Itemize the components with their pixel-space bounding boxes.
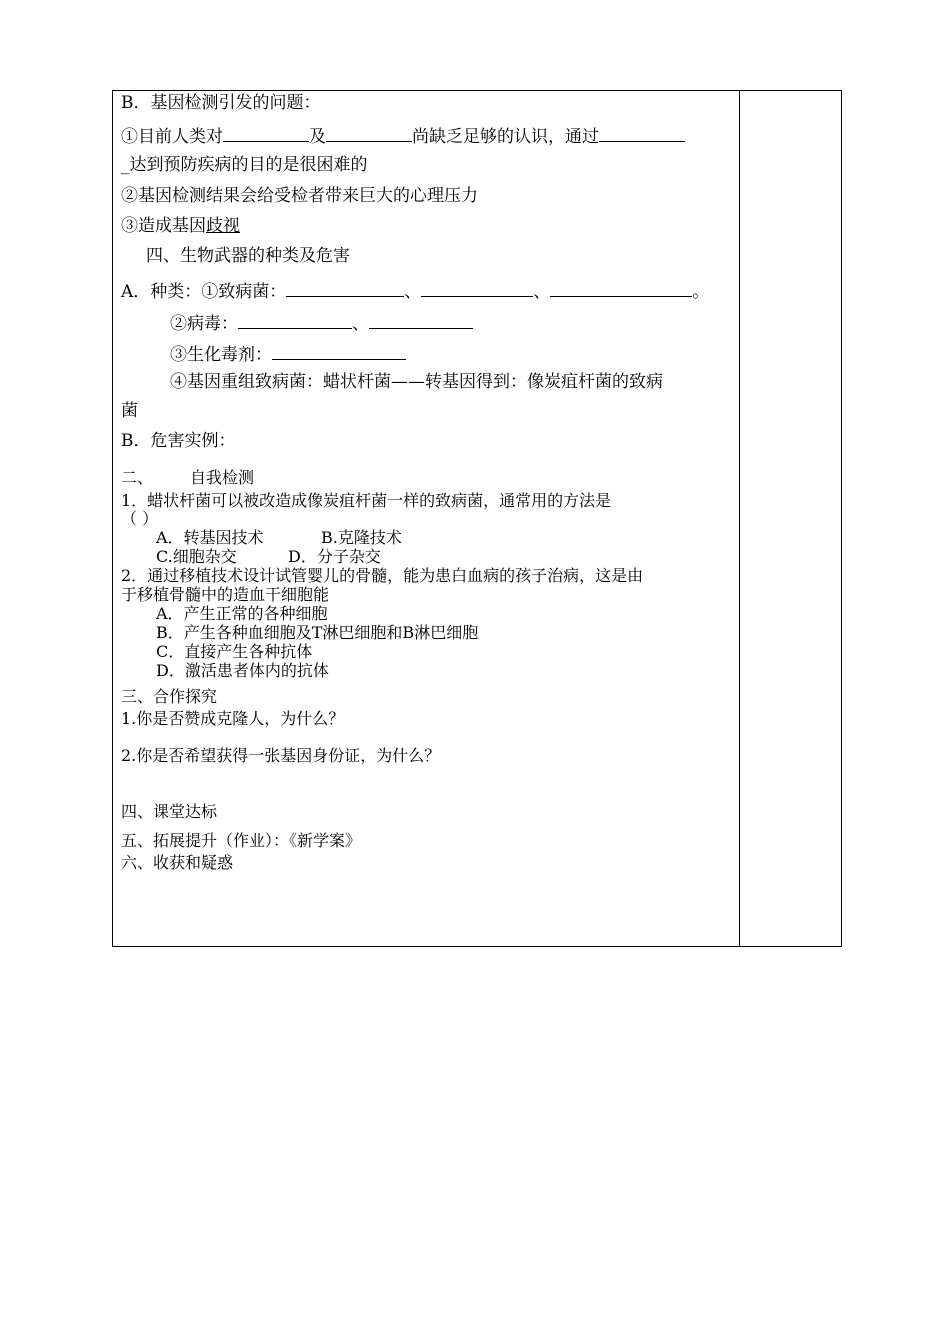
item3 (121, 218, 240, 235)
kinds-line (121, 281, 709, 301)
q2-line1: 2．通过移植技术设计试管婴儿的骨髓，能为患白血病的孩子治病，这是由 (121, 566, 644, 585)
virus-label: ②病毒： (170, 314, 238, 334)
item2: ②基因检测结果会给受检者带来巨大的心理压力 (121, 186, 478, 206)
self-check-title: 自我检测 (190, 468, 255, 487)
section4-title: 四、生物武器的种类及危害 (146, 246, 350, 266)
recomb-line1: ④基因重组致病菌：蜡状杆菌——转基因得到：像炭疽杆菌的致病 (170, 372, 663, 392)
q2-line2: 于移植骨髓中的造血干细胞能 (121, 585, 330, 604)
toxin-line (170, 344, 406, 364)
ext-title: 五、拓展提升（作业）：《新学案》 (121, 831, 362, 850)
q1-line1: 1．蜡状杆菌可以被改造成像炭疽杆菌一样的致病菌，通常用的方法是 (121, 491, 612, 510)
item3-underlined: 歧视 (206, 216, 240, 236)
period: 。 (692, 282, 710, 302)
kinds-label: A．种类：①致病菌： (121, 282, 287, 302)
bacteria-blank-2[interactable] (421, 281, 533, 297)
coop-title: 三、合作探究 (121, 687, 218, 706)
bacteria-blank-1[interactable] (286, 281, 404, 297)
q1-line2: （ ） (121, 509, 159, 528)
sep1: 、 (404, 282, 422, 302)
coop-q1: 1.你是否赞成克隆人，为什么？ (121, 709, 345, 728)
item1-start: ①目前人类对 (121, 127, 223, 147)
gain-title: 六、收获和疑惑 (121, 853, 234, 872)
toxin-label: ③生化毒剂： (170, 345, 272, 365)
section-b-header: B．基因检测引发的问题： (121, 93, 321, 113)
harm-label: B．危害实例： (121, 431, 236, 451)
item1-line (121, 126, 685, 146)
q2-option-d: D．激活患者体内的抗体 (156, 661, 329, 680)
blank-2[interactable] (326, 126, 412, 142)
item1-continuation: _达到预防疾病的目的是很困难的 (121, 155, 368, 175)
self-check-num: 二、 (121, 468, 154, 487)
virus-line (170, 313, 473, 333)
item3-start: ③造成基因 (121, 216, 206, 236)
toxin-blank[interactable] (272, 344, 406, 360)
q2-option-a: A．产生正常的各种细胞 (156, 604, 328, 623)
q1-option-a: A．转基因技术 (156, 528, 264, 547)
sep3: 、 (352, 314, 369, 334)
q1-option-b: B.克隆技术 (321, 528, 402, 547)
coop-q2: 2.你是否希望获得一张基因身份证，为什么？ (121, 746, 441, 765)
q2-option-c: C．直接产生各种抗体 (156, 642, 313, 661)
q2-option-b: B．产生各种血细胞及T淋巴细胞和B淋巴细胞 (156, 623, 479, 642)
recomb-line2: 菌 (121, 401, 138, 421)
q1-option-c: C.细胞杂交 (156, 547, 237, 566)
virus-blank-2[interactable] (369, 313, 473, 329)
item1-mid2: 尚缺乏足够的认识，通过 (412, 127, 599, 147)
virus-blank-1[interactable] (238, 313, 352, 329)
column-divider (739, 90, 740, 947)
blank-1[interactable] (223, 126, 309, 142)
q1-option-d: D．分子杂交 (288, 547, 381, 566)
class-title: 四、课堂达标 (121, 802, 218, 821)
blank-3[interactable] (599, 126, 685, 142)
item1-mid: 及 (309, 127, 326, 147)
bacteria-blank-3[interactable] (550, 281, 692, 297)
sep2: 、 (533, 282, 551, 302)
